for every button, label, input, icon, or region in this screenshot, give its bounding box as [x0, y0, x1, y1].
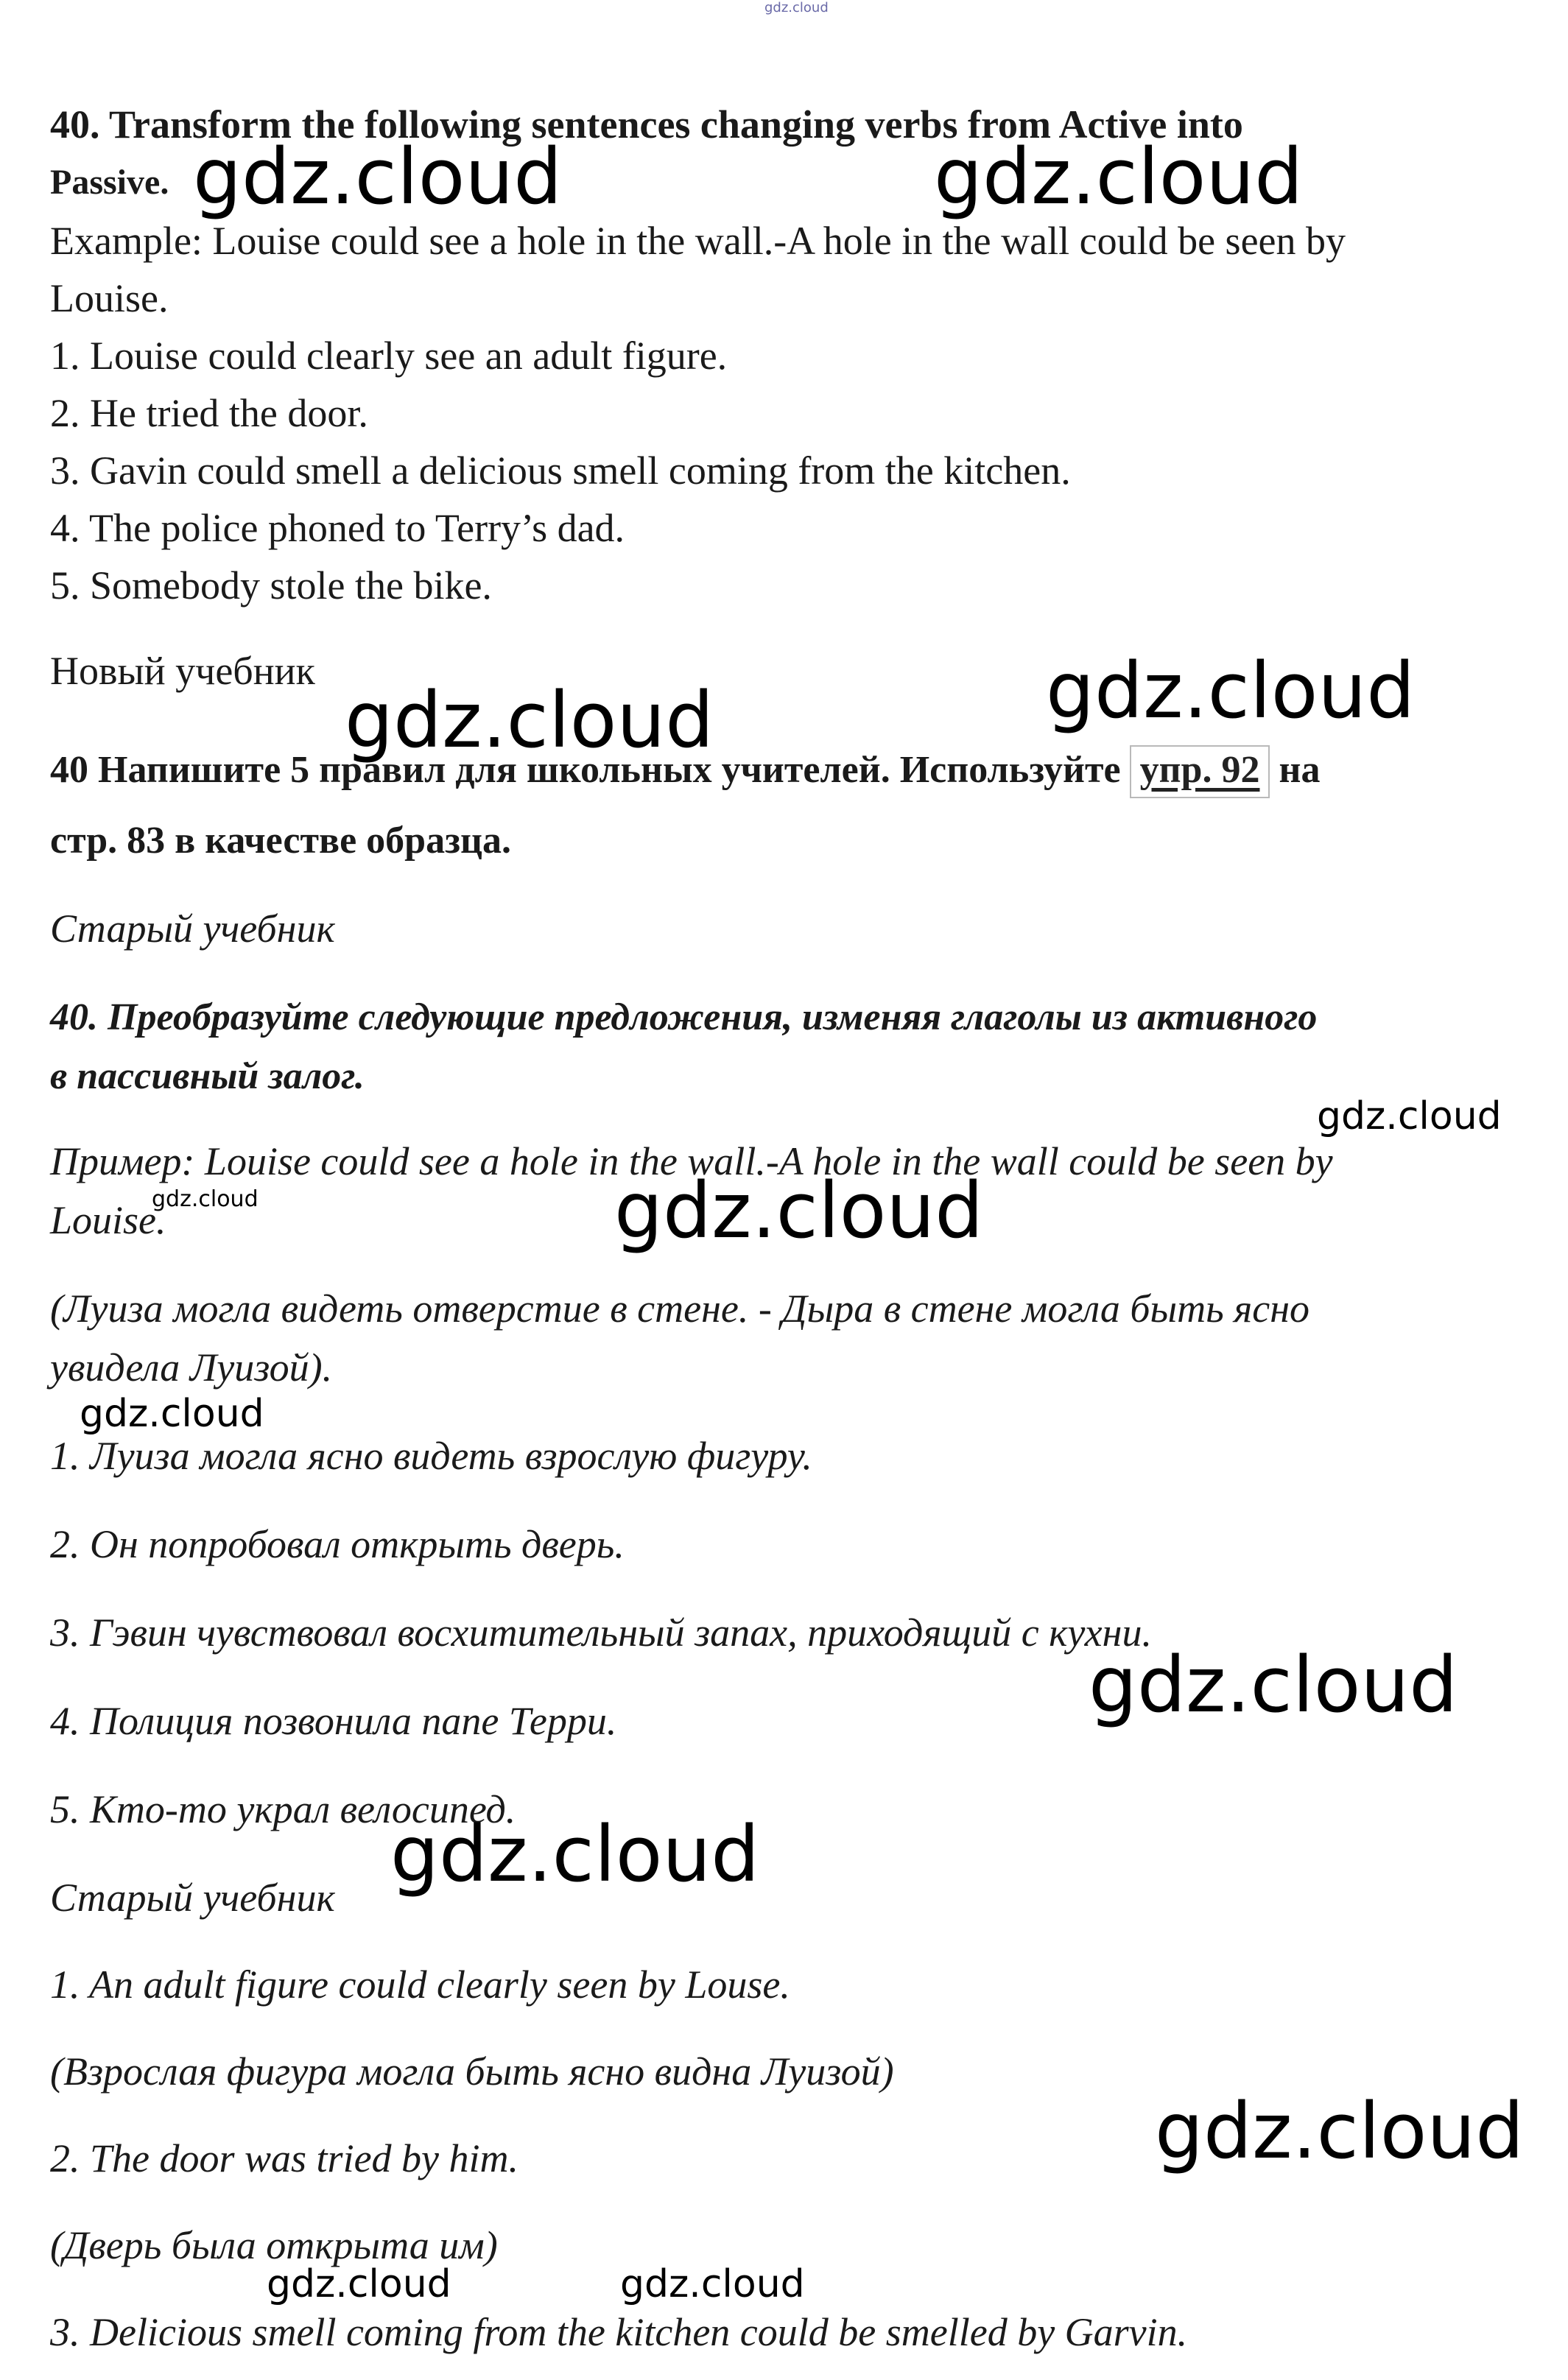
watermark: gdz.cloud [267, 2262, 451, 2306]
exercise-link[interactable]: упр. 92 [1130, 745, 1270, 798]
task-text-after: на [1279, 749, 1321, 791]
watermark: gdz.cloud [390, 1809, 760, 1899]
watermark: gdz.cloud [1046, 646, 1416, 736]
answer-line: 2. The door was tried by him. [50, 2136, 519, 2180]
task-line2: стр. 83 в качестве образца. [50, 820, 511, 862]
watermark: gdz.cloud [345, 675, 714, 765]
watermark: gdz.cloud [614, 1166, 984, 1256]
watermark: gdz.cloud [1089, 1640, 1458, 1730]
exercise-title-en-line1: 40. Transform the following sentences changing verbs from Active into [50, 102, 1243, 147]
watermark: gdz.cloud [193, 132, 563, 222]
old-textbook-label: Старый учебник [50, 906, 335, 951]
exercise-item: 1. Louise could clearly see an adult figure. [50, 334, 728, 378]
watermark: gdz.cloud [80, 1392, 264, 1436]
watermark: gdz.cloud [934, 132, 1304, 222]
answer-line: (Дверь была открыта им) [50, 2223, 498, 2267]
watermark: gdz.cloud [1317, 1094, 1502, 1138]
watermark: gdz.cloud [620, 2262, 805, 2306]
example-ru-line1: Пример: Louise could see a hole in the wall.-A hole in the wall could be seen by [50, 1139, 1333, 1183]
task-text-before: 40 Напишите 5 правил для школьных учителей. Используйте [50, 749, 1121, 791]
example-ru-line2: Louise. [50, 1198, 166, 1242]
translation-line2: увидела Луизой). [50, 1345, 333, 1390]
exercise-item-ru: 4. Полиция позвонила папе Терри. [50, 1699, 617, 1743]
example-en-line2: Louise. [50, 276, 169, 320]
answers-label: Старый учебник [50, 1876, 335, 1920]
exercise-title-ru-line1: 40. Преобразуйте следующие предложения, изменяя глаголы из активного [50, 996, 1318, 1038]
exercise-title-en-line2: Passive. [50, 163, 169, 202]
exercise-item-ru: 5. Кто-то украл велосипед. [50, 1787, 516, 1831]
watermark: gdz.cloud [152, 1186, 259, 1212]
watermark: gdz.cloud [1155, 2086, 1525, 2176]
exercise-item: 4. The police phoned to Terry’s dad. [50, 506, 625, 550]
exercise-item: 3. Gavin could smell a delicious smell coming from the kitchen. [50, 448, 1071, 493]
exercise-item-ru: 2. Он попробовал открыть дверь. [50, 1522, 625, 1566]
exercise-item-ru: 1. Луиза могла ясно видеть взрослую фигуру. [50, 1434, 812, 1478]
answer-line: (Взрослая фигура могла быть ясно видна Луизой) [50, 2049, 894, 2094]
example-en-line1: Example: Louise could see a hole in the wall.-A hole in the wall could be seen by [50, 219, 1346, 263]
exercise-item: 2. He tried the door. [50, 391, 368, 435]
answer-line: 3. Delicious smell coming from the kitchen could be smelled by Garvin. [50, 2310, 1188, 2354]
new-textbook-label: Новый учебник [50, 649, 315, 693]
exercise-title-ru-line2: в пассивный залог. [50, 1055, 365, 1097]
translation-line1: (Луиза могла видеть отверстие в стене. - Дыра в стене могла быть ясно [50, 1286, 1310, 1331]
answer-line: 1. An adult figure could clearly seen by Louse. [50, 1962, 790, 2007]
exercise-item-ru: 3. Гэвин чувствовал восхитительный запах, приходящий с кухни. [50, 1610, 1152, 1655]
top-watermark: gdz.cloud [764, 0, 829, 15]
exercise-item: 5. Somebody stole the bike. [50, 563, 492, 608]
